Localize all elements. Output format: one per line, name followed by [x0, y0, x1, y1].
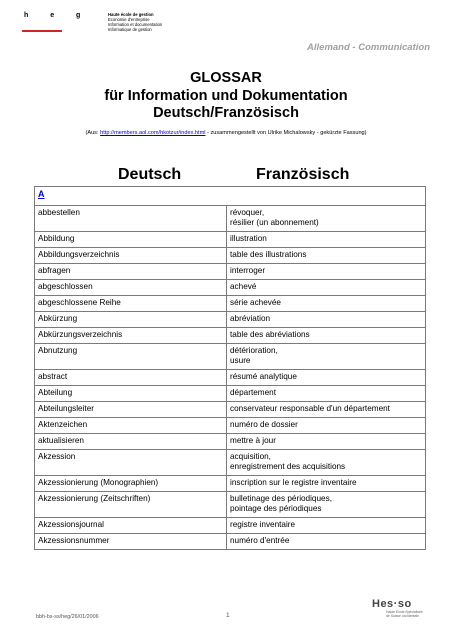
- term-franzoesisch: [227, 534, 426, 550]
- logo-text: [108, 12, 188, 32]
- term-deutsch: Abteilung: [35, 386, 227, 402]
- term-franzoesisch: [227, 312, 426, 328]
- translation-line: série achevée: [230, 298, 281, 307]
- term-deutsch: Abnutzung: [35, 344, 227, 370]
- translation-line: registre inventaire: [230, 520, 296, 529]
- translation-line: département: [230, 388, 276, 397]
- term-deutsch: abgeschlossene Reihe: [35, 296, 227, 312]
- term-deutsch: Abteilungsleiter: [35, 402, 227, 418]
- term-franzoesisch: [227, 476, 426, 492]
- table-row: [35, 344, 426, 370]
- term-deutsch: Abbildungsverzeichnis: [35, 248, 227, 264]
- translation-line: table des illustrations: [230, 250, 307, 259]
- translation-line: abréviation: [230, 314, 271, 323]
- table-row: [35, 370, 426, 386]
- translation-line: achevé: [230, 282, 257, 291]
- term-deutsch: Akzession: [35, 450, 227, 476]
- term-franzoesisch: [227, 232, 426, 248]
- term-franzoesisch: [227, 344, 426, 370]
- letter-cell: [35, 187, 426, 206]
- letter-anchor-link[interactable]: A: [38, 189, 45, 199]
- term-deutsch: abstract: [35, 370, 227, 386]
- term-franzoesisch: [227, 386, 426, 402]
- source-prefix: (Aus:: [85, 130, 101, 136]
- hes-so-logo: [372, 598, 428, 628]
- term-deutsch: aktualisieren: [35, 434, 227, 450]
- translation-line: résumé analytique: [230, 372, 297, 381]
- term-franzoesisch: [227, 206, 426, 232]
- page-number: 1: [226, 612, 230, 619]
- logo-red-bar: [22, 30, 62, 32]
- term-deutsch: Abkürzungsverzeichnis: [35, 328, 227, 344]
- table-row: [35, 248, 426, 264]
- translation-line: numéro d'entrée: [230, 536, 290, 545]
- translation-line: mettre à jour: [230, 436, 276, 445]
- table-row: [35, 492, 426, 518]
- table-row: [35, 280, 426, 296]
- term-franzoesisch: [227, 296, 426, 312]
- logo-line: Informatique de gestion: [108, 27, 152, 32]
- document-title: [0, 70, 452, 123]
- translation-line: détérioration,: [230, 346, 278, 355]
- translation-line: illustration: [230, 234, 267, 243]
- term-franzoesisch: [227, 248, 426, 264]
- term-franzoesisch: [227, 402, 426, 418]
- table-row: [35, 434, 426, 450]
- table-row: [35, 232, 426, 248]
- title-line-3: Deutsch/Französisch: [153, 105, 299, 121]
- translation-line: résilier (un abonnement): [230, 218, 319, 227]
- term-deutsch: abbestellen: [35, 206, 227, 232]
- translation-line: pointage des périodiques: [230, 504, 322, 513]
- letter-row: [35, 187, 426, 206]
- table-row: [35, 534, 426, 550]
- table-row: [35, 518, 426, 534]
- term-franzoesisch: [227, 328, 426, 344]
- term-franzoesisch: [227, 370, 426, 386]
- term-deutsch: abgeschlossen: [35, 280, 227, 296]
- table-row: [35, 402, 426, 418]
- table-row: [35, 328, 426, 344]
- translation-line: numéro de dossier: [230, 420, 298, 429]
- table-row: [35, 476, 426, 492]
- translation-line: interroger: [230, 266, 266, 275]
- term-franzoesisch: [227, 450, 426, 476]
- term-franzoesisch: [227, 492, 426, 518]
- translation-line: acquisition,: [230, 452, 271, 461]
- translation-line: inscription sur le registre inventaire: [230, 478, 357, 487]
- term-franzoesisch: [227, 280, 426, 296]
- hes-so-subtitle: [386, 610, 428, 618]
- term-franzoesisch: [227, 518, 426, 534]
- translation-line: bulletinage des périodiques,: [230, 494, 332, 503]
- term-franzoesisch: [227, 418, 426, 434]
- table-row: [35, 264, 426, 280]
- translation-line: usure: [230, 356, 251, 365]
- glossary-table: [34, 186, 426, 550]
- source-note: [0, 130, 452, 136]
- logo-line: Economie d'entreprise: [108, 17, 150, 22]
- table-row: [35, 206, 426, 232]
- title-line-1: GLOSSAR: [190, 70, 262, 86]
- term-franzoesisch: [227, 264, 426, 280]
- term-deutsch: Akzessionsjournal: [35, 518, 227, 534]
- heg-logo: [20, 12, 163, 44]
- table-row: [35, 418, 426, 434]
- term-deutsch: Abbildung: [35, 232, 227, 248]
- hes-sub-line: Haute Ecole Spécialisée: [386, 610, 423, 614]
- hes-sub-line: de Suisse occidentale: [386, 614, 419, 618]
- translation-line: conservateur responsable d'un département: [230, 404, 390, 413]
- source-suffix: - zusammengestellt von Ulrike Michalowsky - gekürzte Fassung): [205, 130, 367, 136]
- term-deutsch: abfragen: [35, 264, 227, 280]
- term-deutsch: Aktenzeichen: [35, 418, 227, 434]
- hes-so-mark: Hes·so: [372, 598, 412, 610]
- table-row: [35, 386, 426, 402]
- column-header-deutsch: Deutsch: [118, 166, 182, 183]
- term-deutsch: Akzessionsnummer: [35, 534, 227, 550]
- section-label: Allemand - Communication: [307, 42, 430, 53]
- table-row: [35, 296, 426, 312]
- translation-line: enregistrement des acquisitions: [230, 462, 346, 471]
- translation-line: table des abréviations: [230, 330, 310, 339]
- logo-line: Haute école de gestion: [108, 12, 154, 17]
- term-deutsch: Abkürzung: [35, 312, 227, 328]
- footer-reference: bbh-bs-ss/heg/26/01/2006: [36, 614, 99, 620]
- table-row: [35, 450, 426, 476]
- translation-line: révoquer,: [230, 208, 265, 217]
- term-deutsch: Akzessionierung (Monographien): [35, 476, 227, 492]
- logo-line: Information et documentation: [108, 22, 163, 27]
- source-link[interactable]: http://members.aol.com/hkotzur/index.html: [100, 130, 206, 136]
- column-header-franzoesisch: Französisch: [256, 166, 350, 183]
- term-franzoesisch: [227, 434, 426, 450]
- logo-letters: h e g: [24, 12, 91, 19]
- title-line-2: für Information und Dokumentation: [104, 87, 348, 104]
- table-row: [35, 312, 426, 328]
- term-deutsch: Akzessionierung (Zeitschriften): [35, 492, 227, 518]
